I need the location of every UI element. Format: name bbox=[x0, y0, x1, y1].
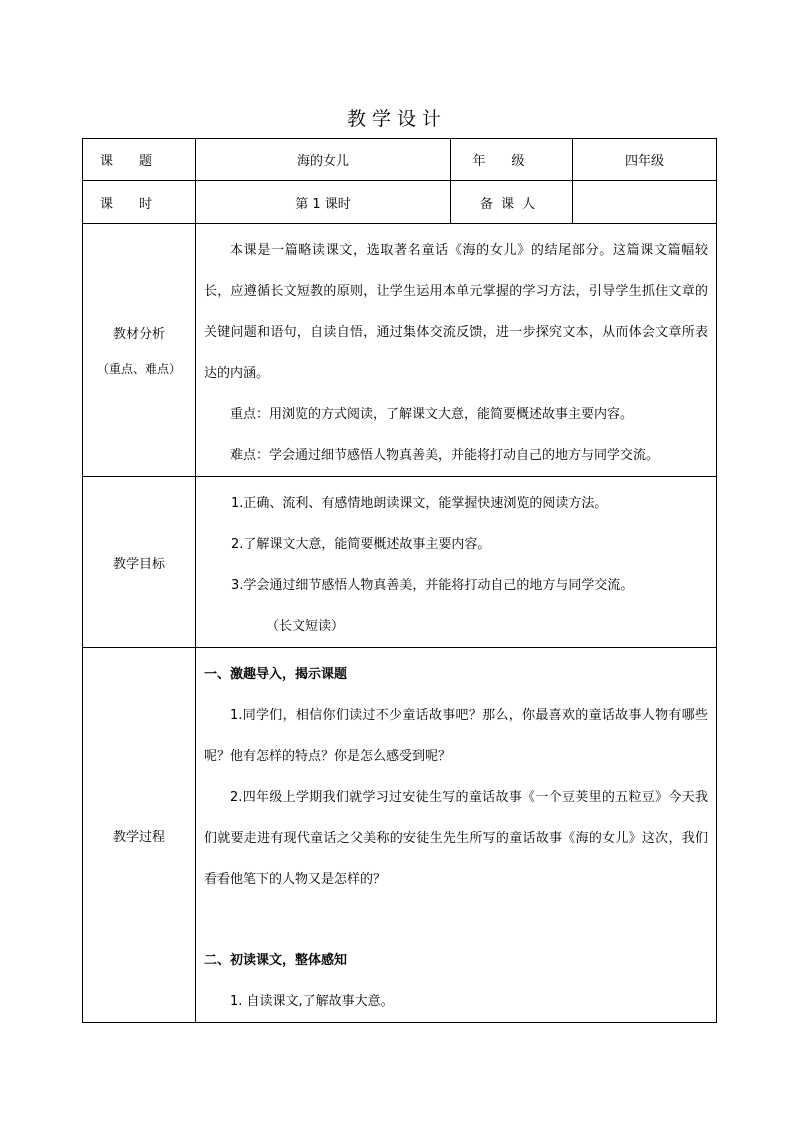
table-row bbox=[83, 648, 717, 1023]
period-label-cell bbox=[83, 181, 196, 224]
grade-value: 四年级 bbox=[624, 154, 664, 169]
table-row bbox=[83, 477, 717, 648]
process-paragraph: 1.同学们，相信你们读过不少童话故事吧？那么，你最喜欢的童话故事人物有哪些呢？他有怎样的特点？你是怎么感受到呢？ bbox=[204, 708, 708, 764]
topic-label: 课题 bbox=[99, 154, 178, 169]
document-title: 教学设计 bbox=[346, 108, 447, 130]
goal-item: 1.正确、流利、有感情地朗读课文，能掌握快速浏览的阅读方法。 bbox=[231, 496, 608, 511]
goals-note: （长文短读） bbox=[266, 619, 345, 634]
analysis-label: 教材分析 bbox=[112, 327, 165, 342]
preparer-value-cell bbox=[573, 181, 717, 224]
table-row bbox=[83, 181, 717, 224]
process-section-title: 一、激趣导入，揭示课题 bbox=[204, 667, 348, 682]
grade-value-cell bbox=[573, 139, 717, 181]
topic-value: 海的女儿 bbox=[296, 154, 349, 169]
process-label-cell bbox=[83, 648, 196, 1023]
grade-label-cell bbox=[451, 139, 573, 181]
goals-label-cell bbox=[83, 477, 196, 648]
analysis-key-point: 重点：用浏览的方式阅读，了解课文大意，能简要概述故事主要内容。 bbox=[230, 407, 634, 422]
goals-content-cell bbox=[196, 477, 717, 648]
analysis-content-cell bbox=[196, 224, 717, 477]
analysis-paragraph: 本课是一篇略读课文，选取著名童话《海的女儿》的结尾部分。这篇课文篇幅较长，应遵循长文短教的原则，让学生运用本单元掌握的学习方法，引导学生抓住文章的关键问题和语句，自读自悟，通过集体交流反馈，进一步探究文本，从而体会文章所表达的内涵。 bbox=[204, 243, 708, 381]
analysis-sublabel: （重点、难点） bbox=[96, 362, 181, 376]
process-paragraph: 2.四年级上学期我们就学习过安徒生写的童话故事《一个豆荚里的五粒豆》今天我们就要走进有现代童话之父美称的安徒生先生所写的童话故事《海的女儿》这次，我们看看他笔下的人物又是怎样的？ bbox=[204, 790, 708, 887]
goal-item: 3.学会通过细节感悟人物真善美，并能将打动自己的地方与同学交流。 bbox=[231, 578, 634, 593]
spacer bbox=[196, 900, 716, 940]
process-paragraph: 1. 自读课文,了解故事大意。 bbox=[230, 994, 394, 1009]
grade-label: 年级 bbox=[472, 154, 551, 169]
process-section-title: 二、初读课文，整体感知 bbox=[204, 953, 348, 968]
period-value: 第 1 课时 bbox=[295, 196, 351, 212]
analysis-label-cell bbox=[83, 224, 196, 477]
topic-value-cell bbox=[196, 139, 451, 181]
process-label: 教学过程 bbox=[112, 829, 165, 845]
goal-item: 2.了解课文大意，能简要概述故事主要内容。 bbox=[231, 537, 491, 552]
table-row bbox=[83, 224, 717, 477]
table-row bbox=[83, 139, 717, 181]
analysis-difficulty: 难点：学会通过细节感悟人物真善美，并能将打动自己的地方与同学交流。 bbox=[230, 448, 660, 463]
preparer-label: 备课人 bbox=[479, 196, 543, 212]
period-value-cell bbox=[196, 181, 451, 224]
goals-label: 教学目标 bbox=[112, 556, 165, 572]
lesson-plan-table bbox=[82, 138, 717, 1023]
process-content-cell bbox=[196, 648, 717, 1023]
topic-label-cell bbox=[83, 139, 196, 181]
period-label: 课时 bbox=[99, 196, 178, 212]
preparer-label-cell bbox=[451, 181, 573, 224]
